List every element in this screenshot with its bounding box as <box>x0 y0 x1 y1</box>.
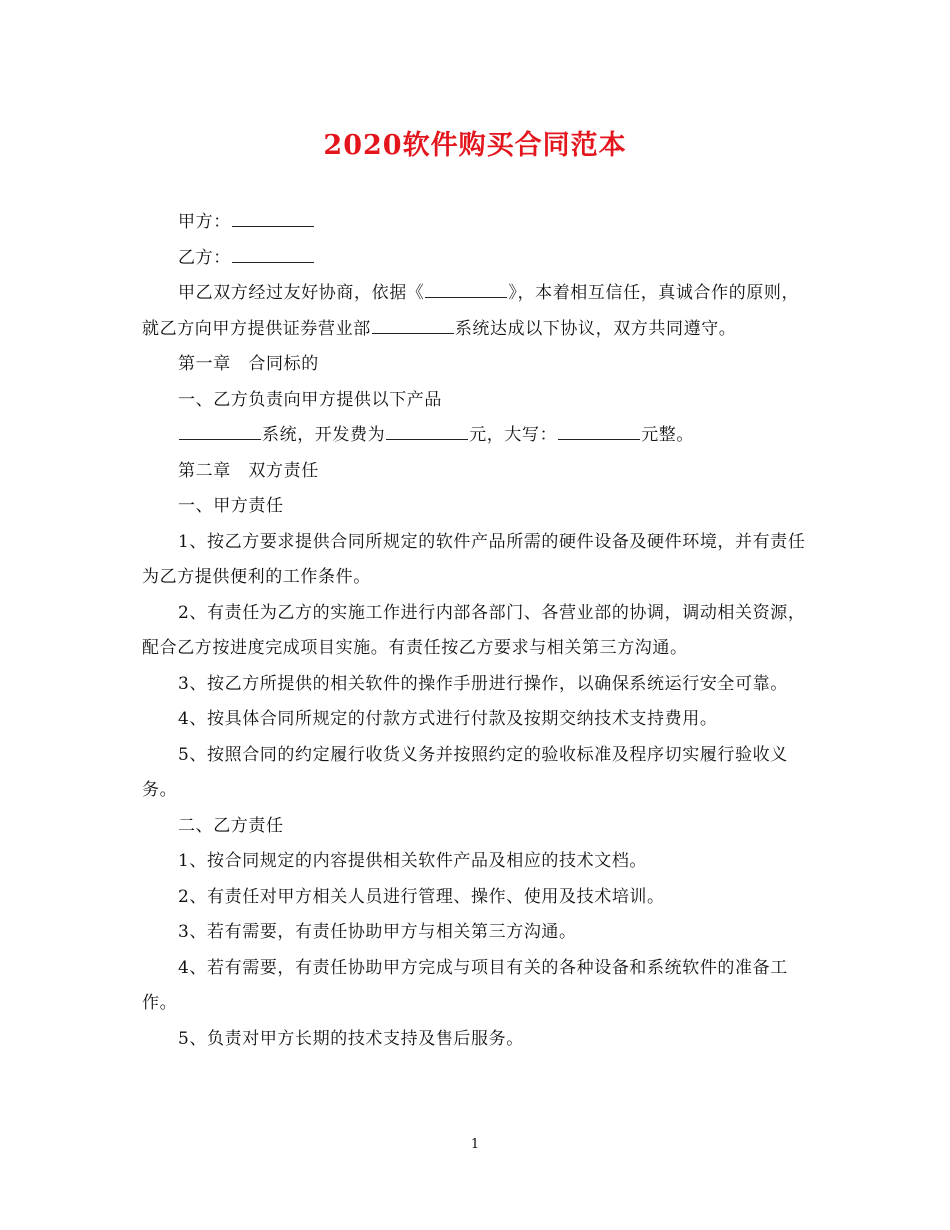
party-b-duty-5: 5、负责对甲方长期的技术支持及售后服务。 <box>178 1028 524 1049</box>
party-b-line <box>142 241 812 277</box>
party-b-label: 乙方： <box>178 247 231 268</box>
party-a-duty-2: 2、有责任为乙方的实施工作进行内部各部门、各营业部的协调，调动相关资源，配合乙方按进度完成项目实施。有责任按乙方要求与相关第三方沟通。 <box>142 602 806 658</box>
party-b-duty-heading: 二、乙方责任 <box>178 815 284 836</box>
party-a-duty-5: 5、按照合同的约定履行收货义务并按照约定的验收标准及程序切实履行验收义务。 <box>142 744 788 800</box>
document-title: 2020软件购买合同范本 <box>323 130 627 161</box>
party-a-line <box>142 205 812 241</box>
party-a-duty-4: 4、按具体合同所规定的付款方式进行付款及按期交纳技术支持费用。 <box>178 709 718 729</box>
product-text-1: 系统，开发费为 <box>262 425 386 445</box>
department-blank <box>372 317 454 334</box>
chapter-1-heading: 第一章 合同标的 <box>178 354 319 374</box>
intro-text-1: 甲乙双方经过友好协商，依据《 <box>178 283 425 303</box>
item-1: 一、乙方负责向甲方提供以下产品 <box>178 389 442 410</box>
basis-blank <box>425 281 507 298</box>
party-b-blank <box>232 246 314 263</box>
amount-words-blank <box>558 423 640 440</box>
fee-blank <box>386 423 468 440</box>
system-blank <box>179 423 261 440</box>
party-b-duty-1: 1、按合同规定的内容提供相关软件产品及相应的技术文档。 <box>178 851 648 871</box>
party-a-duty-heading: 一、甲方责任 <box>178 496 284 516</box>
party-b-duty-4: 4、若有需要，有责任协助甲方完成与项目有关的各种设备和系统软件的准备工作。 <box>142 957 788 1013</box>
party-b-duty-3: 3、若有需要，有责任协助甲方与相关第三方沟通。 <box>178 922 577 942</box>
document-body <box>142 205 812 1057</box>
party-a-blank <box>232 210 314 227</box>
intro-paragraph <box>142 276 812 347</box>
intro-text-3: 系统达成以下协议，双方共同遵守。 <box>454 318 737 339</box>
chapter-2-heading: 第二章 双方责任 <box>178 460 319 481</box>
product-text-2: 元，大写： <box>469 425 558 445</box>
product-line <box>142 418 812 454</box>
party-b-duty-2: 2、有责任对甲方相关人员进行管理、操作、使用及技术培训。 <box>178 886 665 907</box>
party-a-duty-1: 1、按乙方要求提供合同所规定的软件产品所需的硬件设备及硬件环境，并有责任为乙方提供便利的工作条件。 <box>142 531 806 587</box>
party-a-label: 甲方： <box>178 212 231 232</box>
page-number: 1 <box>470 1137 480 1152</box>
party-a-duty-3: 3、按乙方所提供的相关软件的操作手册进行操作，以确保系统运行安全可靠。 <box>178 673 788 694</box>
product-text-3: 元整。 <box>641 425 695 445</box>
intro-text-2: 》，本着相互信任，真诚合作的原则，就乙方向甲方提供证券营业部 <box>142 283 800 339</box>
